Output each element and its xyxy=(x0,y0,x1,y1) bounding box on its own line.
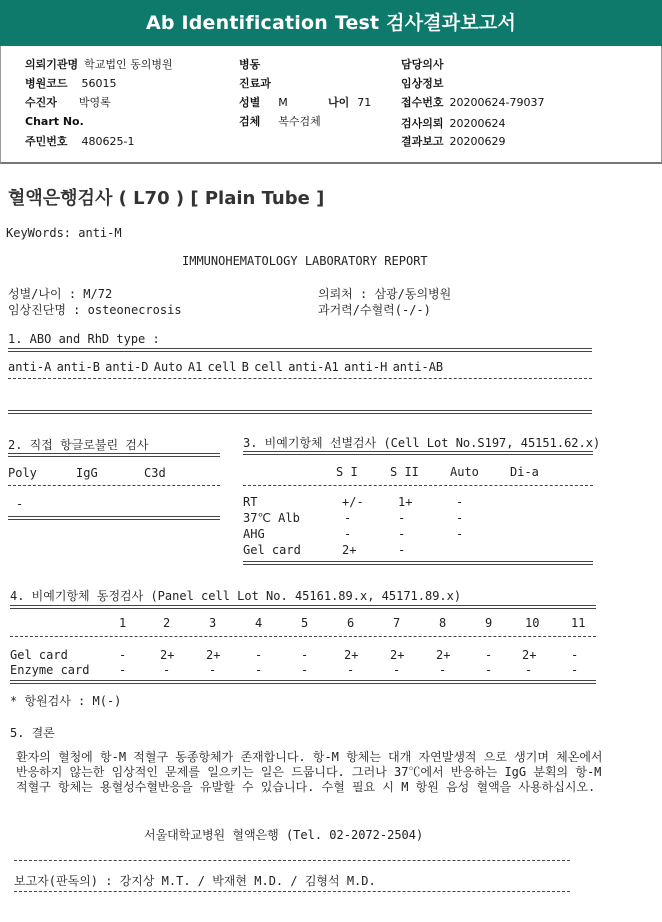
screen-cell: - xyxy=(456,511,464,525)
panel-cell: 2+ xyxy=(160,648,175,662)
panel-cell: - xyxy=(301,648,309,662)
panel-cell: - xyxy=(571,648,579,662)
panel-cell: - xyxy=(119,648,127,662)
panel-cell: - xyxy=(119,663,127,677)
panel-col-header: 10 xyxy=(525,616,540,630)
screen-cell: - xyxy=(398,511,406,525)
panel-row-label: Enzyme card xyxy=(10,663,90,677)
header-field-patient: 수진자 박영록 xyxy=(25,96,111,109)
header-field-resident-no: 주민번호 480625-1 xyxy=(25,135,135,148)
referrer: 의뢰처 : 삼광/동의병원 xyxy=(318,287,452,301)
dat-value: - xyxy=(16,497,24,511)
panel-cell: 2+ xyxy=(436,648,451,662)
rule xyxy=(8,348,592,352)
panel-cell: - xyxy=(301,663,309,677)
panel-col-header: 9 xyxy=(485,616,493,630)
panel-cell: - xyxy=(525,663,533,677)
rule xyxy=(8,410,592,414)
panel-col-header: 2 xyxy=(163,616,171,630)
screen-row-label: 37℃ Alb xyxy=(243,511,300,525)
keywords: KeyWords: anti-M xyxy=(6,226,122,240)
panel-cell: - xyxy=(439,663,447,677)
header-field-institution: 의뢰기관명 학교법인 동의병원 xyxy=(25,58,173,71)
rule xyxy=(14,860,570,861)
screen-section-title: 3. 비예기항체 선별검사 (Cell Lot No.S197, 45151.62.x) xyxy=(243,436,601,450)
rule xyxy=(8,516,220,520)
header-field-physician: 담당의사 xyxy=(401,58,444,71)
section-title: 혈액은행검사 ( L70 ) [ Plain Tube ] xyxy=(8,188,325,209)
transfusion-history: 과거력/수혈력(-/-) xyxy=(318,303,431,317)
panel-cell: - xyxy=(393,663,401,677)
screen-col-sii: S II xyxy=(390,465,419,479)
panel-cell: - xyxy=(163,663,171,677)
header-field-hospital-code: 병원코드 56015 xyxy=(25,77,117,90)
header-field-specimen: 검체 복수검체 xyxy=(239,115,321,128)
panel-cell: 2+ xyxy=(344,648,359,662)
screen-row-label: AHG xyxy=(243,527,265,541)
rule xyxy=(8,453,220,457)
screen-cell: +/- xyxy=(342,495,364,509)
abo-section-title: 1. ABO and RhD type : xyxy=(8,332,160,346)
screen-row-label: RT xyxy=(243,495,258,509)
reporters: 보고자(판독의) : 강지상 M.T. / 박재현 M.D. / 김형석 M.D. xyxy=(14,874,376,888)
rule xyxy=(8,485,220,486)
panel-cell: - xyxy=(209,663,217,677)
hospital-contact: 서울대학교병원 혈액은행 (Tel. 02-2072-2504) xyxy=(144,828,424,842)
header-field-clinical-info: 임상정보 xyxy=(401,77,444,90)
panel-cell: - xyxy=(347,663,355,677)
panel-col-header: 8 xyxy=(439,616,447,630)
dat-col-poly: Poly xyxy=(8,466,37,480)
rule xyxy=(243,451,593,455)
panel-cell: - xyxy=(255,648,263,662)
panel-cell: 2+ xyxy=(206,648,221,662)
lab-report-title: IMMUNOHEMATOLOGY LABORATORY REPORT xyxy=(182,254,428,268)
panel-section-title: 4. 비예기항체 동정검사 (Panel cell Lot No. 45161.89.x, 45171.89.x) xyxy=(10,589,462,603)
panel-row-label: Gel card xyxy=(10,648,68,662)
conclusion-title: 5. 결론 xyxy=(10,726,55,740)
header-field-department: 진료과 xyxy=(239,77,271,90)
rule xyxy=(10,680,596,684)
rule xyxy=(14,891,570,892)
panel-cell: 2+ xyxy=(390,648,405,662)
rule xyxy=(8,378,592,379)
header-field-request-date: 검사의뢰 20200624 xyxy=(401,117,506,130)
panel-col-header: 7 xyxy=(393,616,401,630)
panel-col-header: 6 xyxy=(347,616,355,630)
panel-cell: - xyxy=(485,648,493,662)
panel-col-header: 5 xyxy=(301,616,309,630)
header-field-receipt-no: 접수번호 20200624-79037 xyxy=(401,96,545,109)
dat-col-c3d: C3d xyxy=(144,466,166,480)
panel-col-header: 4 xyxy=(255,616,263,630)
panel-cell: - xyxy=(485,663,493,677)
report-title: Ab Identification Test 검사결과보고서 xyxy=(0,0,662,46)
screen-cell: - xyxy=(456,527,464,541)
screen-cell: 2+ xyxy=(342,543,357,557)
screen-cell: - xyxy=(344,527,352,541)
panel-cell: - xyxy=(571,663,579,677)
screen-col-auto: Auto xyxy=(450,465,479,479)
antigen-test: * 항원검사 : M(-) xyxy=(10,694,122,708)
panel-col-header: 1 xyxy=(119,616,127,630)
screen-cell: 1+ xyxy=(398,495,413,509)
panel-cell: - xyxy=(255,663,263,677)
rule xyxy=(10,605,596,609)
rule xyxy=(10,636,596,637)
panel-cell: 2+ xyxy=(522,648,537,662)
screen-cell: - xyxy=(344,511,352,525)
header-field-sex: 성별 M xyxy=(239,96,288,109)
header-field-report-date: 결과보고 20200629 xyxy=(401,135,506,148)
screen-cell: - xyxy=(398,527,406,541)
panel-col-header: 11 xyxy=(571,616,586,630)
screen-col-si: S I xyxy=(336,465,358,479)
panel-col-header: 3 xyxy=(209,616,217,630)
rule xyxy=(243,485,593,486)
rule xyxy=(243,561,593,565)
header-field-ward: 병동 xyxy=(239,58,261,71)
sex-age: 성별/나이 : M/72 xyxy=(8,287,113,301)
screen-cell: - xyxy=(398,543,406,557)
clinical-diagnosis: 임상진단명 : osteonecrosis xyxy=(8,303,182,317)
dat-col-igg: IgG xyxy=(76,466,98,480)
header-info xyxy=(0,46,662,164)
screen-cell: - xyxy=(456,495,464,509)
dat-section-title: 2. 직접 항글로불린 검사 xyxy=(8,438,149,452)
screen-row-label: Gel card xyxy=(243,543,301,557)
conclusion-text: 환자의 혈청에 항-M 적혈구 동종항체가 존재합니다. 항-M 항체는 대개 자연발생적 으로 생기며 체온에서 반응하지 않는한 임상적인 문제를 일으키는 일은 드뭅니다. 그러나 37℃에서 반응하는 IgG 분획의 항-M 적혈구 항체는 용혈성수혈반응을 유발할 수 있습니다. 수혈 필요 시 M 항원 음성 혈액을 사용하십시오. xyxy=(16,750,603,794)
header-field-chart-no: Chart No. xyxy=(25,115,84,128)
header-field-age: 나이 71 xyxy=(328,96,372,109)
abo-columns: anti-A anti-B anti-D Auto A1 cell B cell anti-A1 anti-H anti-AB xyxy=(8,360,444,374)
screen-col-dia: Di-a xyxy=(510,465,539,479)
